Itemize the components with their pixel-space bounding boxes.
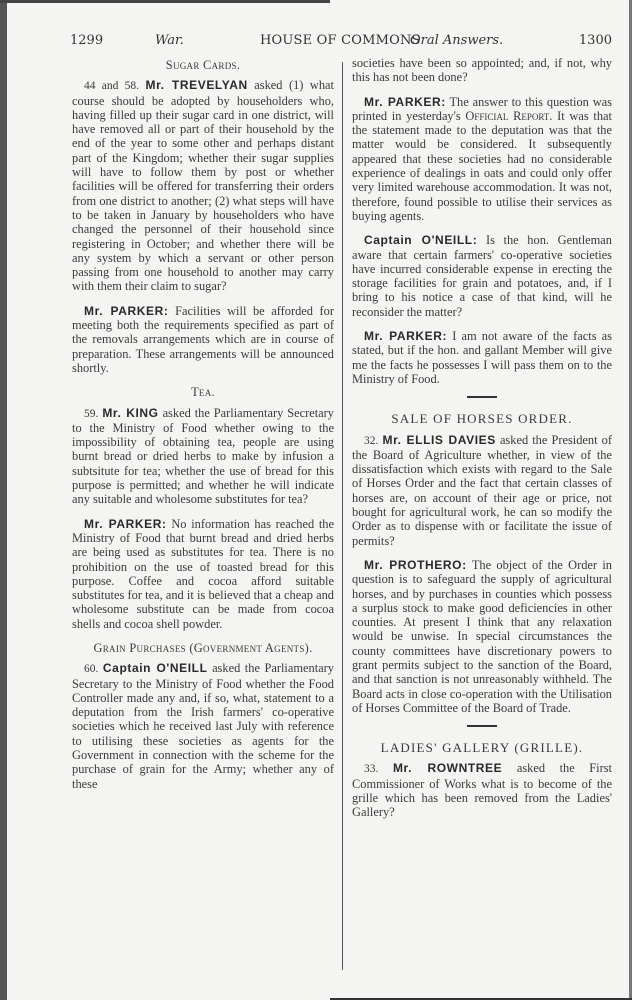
speaker-name: Mr. TREVELYAN xyxy=(145,78,248,93)
answer-text: The object of the Order in question is to safeguard the supply of agricultural horses, and by purchases in counties which possess a surplus stock to make good deficiencies in other counties. At present I think that any relaxation would be unwise. In special circumstances the county committees have discretionary powers to grant permits subject to the sanction of the Board, and that sanction is not unreasonably withheld. The Board acts in close co-operation with the Utilisation of Horses Committee of the Board of Trade. xyxy=(352,557,612,715)
speaker-name: Mr. ROWNTREE xyxy=(392,761,503,776)
answer-text: No information has reached the Ministry of Food that burnt bread and dried herbs are being used as substitutes for tea. There is no prohibition on the use of toasted bread for this purpose. Coffee and cocoa afford suitable substitutes for tea, and it is believed that a cheap and wholesome substitute can be made from cocoa shells and cocoa shell powder. xyxy=(72,516,334,631)
speaker-name: Captain O'NEILL: xyxy=(364,233,478,248)
question-number: 44 and 58. xyxy=(84,80,139,93)
speaker-name: Mr. PARKER: xyxy=(84,516,167,531)
scan-edge-left xyxy=(0,0,7,1000)
answer-text: Facilities will be afforded for meeting both the requirements specified as part of the removals arrangements which are in course of preparation. These arrangements will be announced shortly. xyxy=(72,303,334,375)
supplementary-oneill xyxy=(352,233,612,319)
left-column xyxy=(72,56,334,801)
question-oneill xyxy=(72,661,334,791)
question-text: asked the President of the Board of Agriculture whether, in view of the dissatisfaction which exists with regard to the Sale of Horses Order and the fact that certain classes of horses are, on account of their age or price, not bought for agricultural work, he can so modify the Order as to dispense with or facilitate the issue of permits? xyxy=(352,432,612,548)
left-running-title: War. xyxy=(155,33,184,48)
question-king xyxy=(72,406,334,507)
speaker-name: Mr. PARKER: xyxy=(84,303,169,318)
column-divider xyxy=(342,62,343,970)
section-heading-sugar-cards: Sugar Cards. xyxy=(165,58,241,72)
question-text: asked the Parliamentary Secretary to the Ministry of Food whether the Food Controller made any and, if so, what, statement to a deputation from the Irish farmers' co-operative societies which he received last July with reference to utilising these societies as agents for the Government in connection with the scheme for the purchase of grain for the Army; whether any of these xyxy=(72,661,334,791)
answer-parker-1 xyxy=(72,304,334,375)
question-text: asked (1) what course should be adopted by householders who, having filled up their sugar card in one district, will have removed all or part of their household by the end of the year to some other and perhaps distant part of the Kingdom; whether their sugar supplies will have to follow them by post or whether facilities will be offered for transferring their orders from one district to another; (2) what steps will have to be taken in January by householders who have changed the personnel of their household since registering in October; and whether there will be any system by which a servant or other person passing from one household to another may carry with them their claim to sugar? xyxy=(72,78,334,294)
question-oneill-continued: societies have been so appointed; and, if not, why this has not been done? xyxy=(352,56,612,85)
official-report-reference: Official Report. xyxy=(465,108,553,123)
section-heading-sale-of-horses: SALE OF HORSES ORDER. xyxy=(391,411,573,427)
speaker-name: Mr. PROTHERO: xyxy=(364,557,467,572)
center-running-title: HOUSE OF COMMONS xyxy=(260,33,421,48)
question-ellis-davies xyxy=(352,433,612,548)
question-number: 60. xyxy=(84,663,99,676)
answer-text: The answer to this question was printed in yesterday's xyxy=(352,94,612,123)
question-number: 59. xyxy=(84,407,99,420)
question-rowntree xyxy=(352,761,612,819)
speaker-name: Mr. PARKER: xyxy=(364,94,446,109)
answer-parker-4 xyxy=(352,329,612,386)
question-text: asked the First Commissioner of Works what is to become of the grille which has been removed from the Ladies' Gallery? xyxy=(352,761,612,820)
answer-text: I am not aware of the facts as stated, but if the hon. and gallant Member will give me the facts he possesses I will pass them on to the Ministry of Food. xyxy=(352,329,612,386)
section-heading-grain-purchases: Grain Purchases (Government Agents). xyxy=(93,640,313,655)
answer-prothero xyxy=(352,558,612,715)
question-trevelyan xyxy=(72,78,334,293)
right-column xyxy=(352,56,612,830)
section-heading-tea: Tea. xyxy=(191,385,215,400)
section-rule xyxy=(467,396,497,398)
section-heading-ladies-gallery: LADIES' GALLERY (GRILLE). xyxy=(380,740,584,756)
question-text: Is the hon. Gentleman aware that certain farmers' co-operative societies have incurred considerable expense in erecting the storage facilities for grain and potatoes, and, if I bring to his notice a case of that kind, will he reconsider the matter? xyxy=(352,233,612,319)
section-rule xyxy=(467,725,497,727)
speaker-name: Mr. ELLIS DAVIES xyxy=(382,432,496,447)
right-page-number: 1300 xyxy=(578,33,612,48)
answer-text: It was that the statement made to the deputation was that the matter would be considered. It subsequently appeared that these societies had no considerable experience of dealings in oats and could only offer very limited warehouse accommodation. It was not, therefore, found possible to utilise their services as buying agents. xyxy=(352,108,612,223)
right-running-title: Oral Answers. xyxy=(410,33,504,48)
question-text: asked the Parliamentary Secretary to the Ministry of Food whether owing to the impossibility of obtaining tea, people are using burnt bread or dried herbs to make by infusion a subtsitute for tea; whether the use of bread for this purpose is permitted; and whether he will indicate any suitable and wholesome substitutes for tea? xyxy=(72,405,334,507)
question-number: 33. xyxy=(364,763,379,776)
answer-parker-3 xyxy=(352,95,612,224)
running-header xyxy=(70,33,612,51)
speaker-name: Mr. KING xyxy=(102,405,159,420)
speaker-name: Captain O'NEILL xyxy=(102,661,208,676)
left-page-number: 1299 xyxy=(70,33,104,48)
answer-parker-2 xyxy=(72,517,334,631)
speaker-name: Mr. PARKER: xyxy=(364,329,448,344)
scan-edge-top xyxy=(0,0,330,3)
question-number: 32. xyxy=(364,434,379,447)
